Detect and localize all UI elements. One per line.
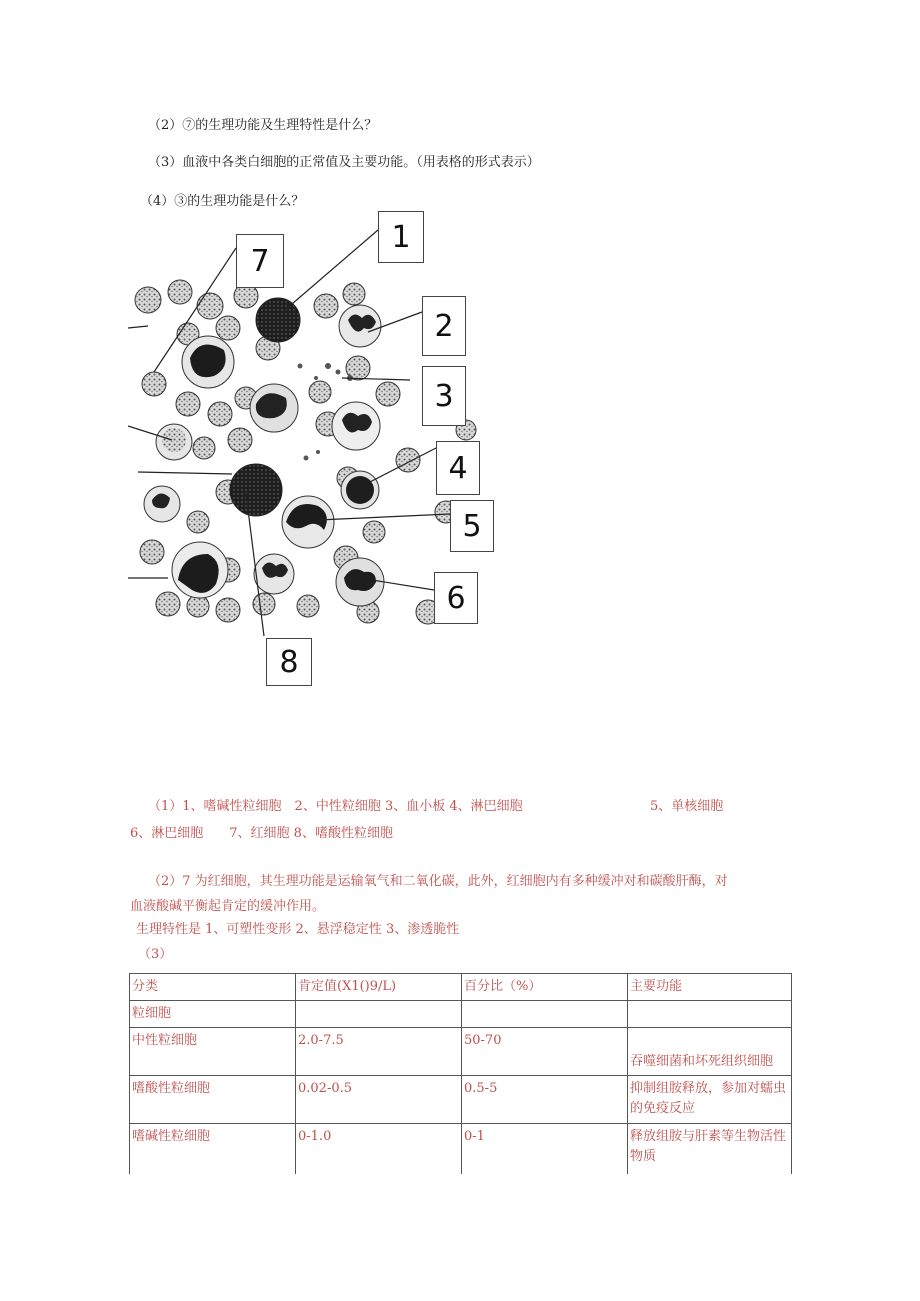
answer-3-label: （3） <box>138 947 173 962</box>
table-cell <box>462 1001 628 1028</box>
table-header-cell: 肯定值(X1()9/L) <box>296 974 462 1001</box>
table-cell: 50-70 <box>462 1028 628 1076</box>
figure-label-3: 3 <box>422 366 466 426</box>
table-header-cell: 主要功能 <box>628 974 792 1001</box>
question-2: （2）⑦的生理功能及生理特性是什么？ <box>148 118 378 133</box>
table-row <box>130 1001 792 1028</box>
table-row <box>130 1124 792 1174</box>
table-cell: 嗜酸性粒细胞 <box>130 1076 296 1124</box>
table-cell: 吞噬细菌和坏死组织细胞 <box>628 1028 792 1076</box>
table-cell: 0-1 <box>462 1124 628 1174</box>
table-cell: 0-1.0 <box>296 1124 462 1174</box>
answer-2-line-3: 生理特性是 1、可塑性变形 2、悬浮稳定性 3、渗透脆性 <box>136 922 460 937</box>
answer-1-line-2: 6、淋巴细胞 7、红细胞 8、嗜酸性粒细胞 <box>130 826 393 841</box>
answer-1-line-1-tail: 5、单核细胞 <box>650 799 724 814</box>
table-header-cell: 分类 <box>130 974 296 1001</box>
table-header-row <box>130 974 792 1001</box>
answer-1-line-1: （1）1、嗜碱性粒细胞 2、中性粒细胞 3、血小板 4、淋巴细胞 <box>148 799 523 814</box>
table-cell <box>296 1001 462 1028</box>
table-row <box>130 1076 792 1124</box>
figure-label-5: 5 <box>450 500 494 552</box>
figure-label-6: 6 <box>434 572 478 624</box>
table-cell: 0.02-0.5 <box>296 1076 462 1124</box>
figure-label-7: 7 <box>236 234 284 288</box>
question-3: （3）血液中各类白细胞的正常值及主要功能。（用表格的形式表示） <box>148 155 540 170</box>
question-4: （4）③的生理功能是什么？ <box>140 194 305 209</box>
table-cell: 抑制组胺释放，参加对蠕虫的免疫反应 <box>628 1076 792 1124</box>
table-cell: 粒细胞 <box>130 1001 296 1028</box>
figure-label-2: 2 <box>422 296 466 356</box>
table-row <box>130 1028 792 1076</box>
figure-label-1: 1 <box>378 211 424 263</box>
table-cell: 0.5-5 <box>462 1076 628 1124</box>
table-cell: 中性粒细胞 <box>130 1028 296 1076</box>
figure-label-4: 4 <box>436 441 480 495</box>
table-cell: 2.0-7.5 <box>296 1028 462 1076</box>
table-cell <box>628 1001 792 1028</box>
blood-cell-figure <box>128 208 498 688</box>
answer-2-line-1: （2）7 为红细胞，其生理功能是运输氧气和二氧化碳，此外，红细胞内有多种缓冲对和碳酸肝酶，对 <box>148 874 728 889</box>
white-cell-table <box>129 973 792 1174</box>
table-cell: 释放组胺与肝素等生物活性物质 <box>628 1124 792 1174</box>
answer-2-line-2: 血液酸碱平衡起肯定的缓冲作用。 <box>130 899 326 914</box>
table-cell: 嗜碱性粒细胞 <box>130 1124 296 1174</box>
table-header-cell: 百分比（%） <box>462 974 628 1001</box>
figure-label-8: 8 <box>266 638 312 686</box>
